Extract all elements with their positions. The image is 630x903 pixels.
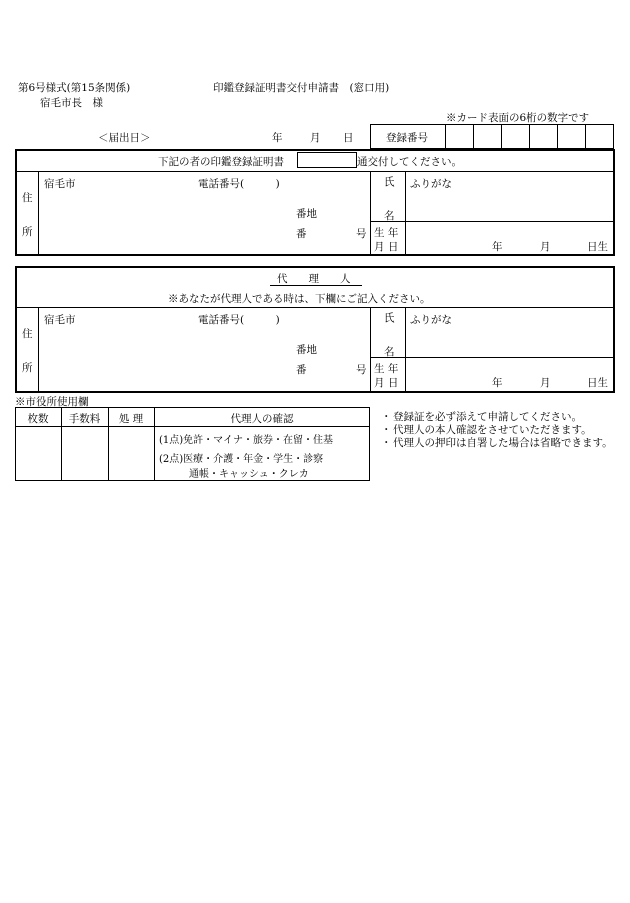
agent-address-label-bottom: 所 xyxy=(22,362,33,374)
office-use-label: ※市役所使用欄 xyxy=(15,396,89,408)
agent-address-label-top: 住 xyxy=(22,328,33,340)
furigana-label: ふりがな xyxy=(410,178,452,190)
address-label-bottom: 所 xyxy=(22,226,33,238)
addressee: 宿毛市長 様 xyxy=(40,97,103,109)
request-prefix: 下記の者の印鑑登録証明書 xyxy=(158,156,284,168)
agent-name-label-top: 氏 xyxy=(384,312,395,324)
ban-label: 番 xyxy=(296,228,307,240)
birth-day-unit: 日生 xyxy=(587,241,608,253)
note-item: ・ 代理人の押印は自署した場合は省略できます。 xyxy=(384,437,616,450)
submission-day-unit: 日 xyxy=(343,132,354,144)
agent-address-city: 宿毛市 xyxy=(44,314,76,326)
birth-year-unit: 年 xyxy=(492,241,503,253)
registration-digit-4[interactable] xyxy=(530,125,558,147)
confirm-line-1: (1点)免許・マイナ・旅券・在留・住基 xyxy=(159,435,333,446)
col-header-count: 枚数 xyxy=(27,413,49,425)
agent-name-label-bottom: 名 xyxy=(384,346,395,358)
agent-banchi-label: 番地 xyxy=(296,344,317,356)
submission-month-unit: 月 xyxy=(310,132,321,144)
note-item: ・ 代理人の本人確認をさせていただきます。 xyxy=(384,424,616,437)
form-number: 第6号様式(第15条関係) xyxy=(18,82,131,94)
phone-label: 電話番号( ) xyxy=(198,178,280,190)
agent-furigana-label: ふりがな xyxy=(410,314,452,326)
birth-label-top: 生 年 xyxy=(374,227,399,239)
confirm-line-3: 通帳・キャッシュ・クレカ xyxy=(189,469,309,480)
agent-birth-year-unit: 年 xyxy=(492,377,503,389)
submission-year-unit: 年 xyxy=(272,132,283,144)
agent-go-label: 号 xyxy=(356,364,367,376)
registration-digit-5[interactable] xyxy=(558,125,586,147)
card-note: ※カード表面の6桁の数字です xyxy=(446,112,590,124)
notes-list xyxy=(384,411,616,450)
address-city: 宿毛市 xyxy=(44,178,76,190)
copies-input[interactable] xyxy=(297,152,357,168)
form-title: 印鑑登録証明書交付申請書 (窓口用) xyxy=(213,82,390,94)
name-label-bottom: 名 xyxy=(384,210,395,222)
agent-birth-label-top: 生 年 xyxy=(374,363,399,375)
agent-ban-label: 番 xyxy=(296,364,307,376)
agent-title: 代 理 人 xyxy=(277,273,351,285)
birth-month-unit: 月 xyxy=(540,241,551,253)
confirm-line-2: (2点)医療・介護・年金・学生・診察 xyxy=(159,454,324,465)
col-header-agent-confirm: 代理人の確認 xyxy=(230,413,294,425)
col-header-process: 処 理 xyxy=(118,413,144,425)
go-label: 号 xyxy=(356,228,367,240)
birth-label-bottom: 月 日 xyxy=(374,241,399,253)
registration-digit-6[interactable] xyxy=(586,125,614,147)
registration-digit-2[interactable] xyxy=(474,125,502,147)
note-item: ・ 登録証を必ず添えて申請してください。 xyxy=(384,411,616,424)
registration-digit-1[interactable] xyxy=(446,125,474,147)
submission-date-label: ＜届出日＞ xyxy=(98,132,151,144)
name-label-top: 氏 xyxy=(384,176,395,188)
registration-digit-3[interactable] xyxy=(502,125,530,147)
registration-number-label: 登録番号 xyxy=(386,132,428,144)
agent-phone-label: 電話番号( ) xyxy=(198,314,280,326)
agent-note: ※あなたが代理人である時は、下欄にご記入ください。 xyxy=(168,293,431,305)
banchi-label: 番地 xyxy=(296,208,317,220)
agent-birth-day-unit: 日生 xyxy=(587,377,608,389)
col-header-fee: 手数料 xyxy=(68,413,101,425)
agent-birth-month-unit: 月 xyxy=(540,377,551,389)
request-suffix: 通交付してください。 xyxy=(357,156,462,168)
agent-birth-label-bottom: 月 日 xyxy=(374,377,399,389)
address-label-top: 住 xyxy=(22,192,33,204)
